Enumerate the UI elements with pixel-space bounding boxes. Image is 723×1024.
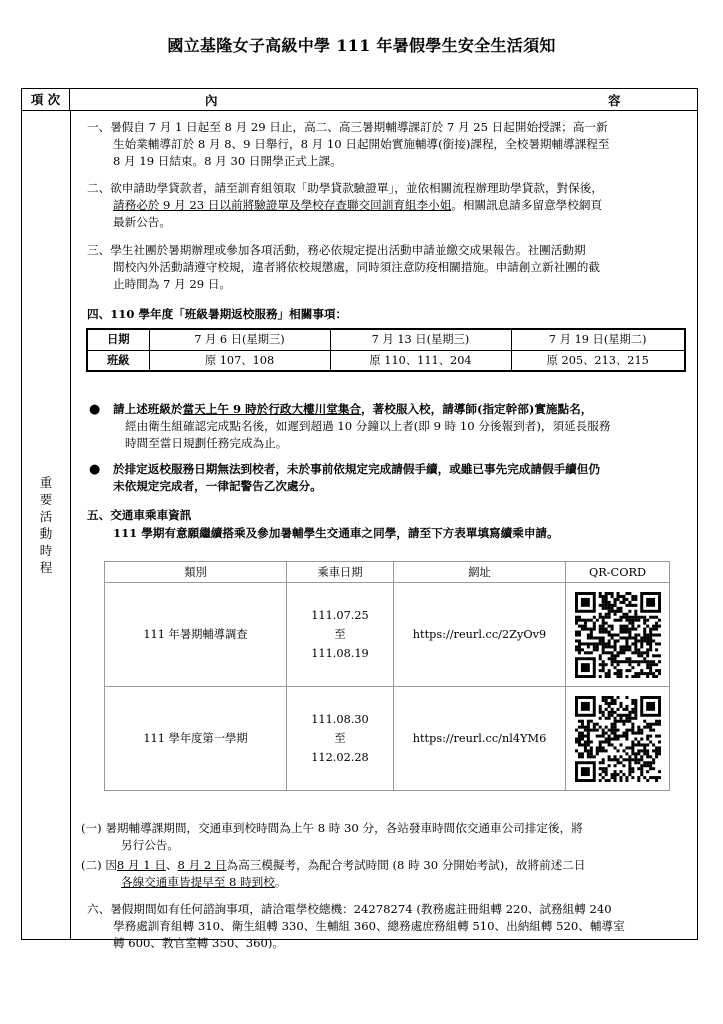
vertical-label: 重 要 活 動 時 程 <box>39 475 53 575</box>
item2-line1: 二、欲申請助學貸款者，請至訓育組領取「助學貸款驗證單」，並依相關流程辦理助學貸款，對保後， <box>87 181 603 195</box>
bus-table <box>104 561 670 791</box>
bullet1-line2: 經由衛生組確認完成點名後，如遲到超過 10 分鐘以上者(即 9 時 10 分後報到者)，須延長服務 <box>125 419 611 433</box>
bus-header-url: 網址 <box>394 562 566 583</box>
item5-desc: 111 學期有意願繼續搭乘及參加暑輔學生交通車之同學，請至下方表單填寫續乘申請。 <box>113 526 559 540</box>
page-title: 國立基隆女子高級中學 111 年暑假學生安全生活須知 <box>167 36 556 55</box>
item6-line3: 轉 600、教官室轉 350、360)。 <box>113 936 285 950</box>
return-service-table <box>86 328 686 372</box>
class-cell: 原 205、213、215 <box>511 350 685 371</box>
bus-url[interactable]: https://reurl.cc/nl4YM6 <box>394 687 566 791</box>
table-row <box>87 350 685 371</box>
bus-category: 111 年暑期輔導調查 <box>105 583 287 687</box>
bus-date: 111.08.30 至 112.02.28 <box>287 687 394 791</box>
note1-line1: (一) 暑期輔導課期間，交通車到校時間為上午 8 時 30 分，各站發車時間依交通車公司排定後，將 <box>81 821 583 835</box>
header-item-no: 項 次 <box>22 89 70 110</box>
bullet-icon: ● <box>89 402 101 417</box>
class-label: 班級 <box>87 350 149 371</box>
bus-header-qr: QR-CORD <box>566 562 670 583</box>
item1-line1: 一、暑假自 7 月 1 日起至 8 月 29 日止，高二、高三暑期輔導課訂於 7 月 25 日起開始授課；高一新 <box>87 120 608 134</box>
item2-line2: 請務必於 9 月 23 日以前將驗證單及學校存查聯交回訓育組李小姐。相關訊息請多留意學校網頁 <box>113 198 603 212</box>
bullet2-line1: 於排定返校服務日期無法到校者，未於事前依規定完成請假手續，或雖已事先完成請假手續但仍 <box>113 462 600 476</box>
item1-line3: 8 月 19 日結束。8 月 30 日開學正式上課。 <box>113 154 342 168</box>
class-cell: 原 107、108 <box>149 350 330 371</box>
bus-header-date: 乘車日期 <box>287 562 394 583</box>
notice-table <box>21 88 698 950</box>
item1-line2: 生始業輔導訂於 8 月 8、9 日舉行，8 月 10 日起開始實施輔導(銜接)課程，全校暑期輔導課程至 <box>113 137 610 151</box>
table-row <box>87 329 685 350</box>
note2-line1: (二) 因8 月 1 日、8 月 2 日為高三模擬考，為配合考試時間 (8 時 30 分開始考試)，故將前述二日 <box>81 858 586 872</box>
date-cell: 7 月 19 日(星期二) <box>511 329 685 350</box>
item3-line2: 間校內外活動請遵守校規，違者將依校規懲處，同時須注意防疫相關措施。申請創立新社團的截 <box>113 260 600 274</box>
item5-heading: 五、交通車乘車資訊 <box>87 508 192 522</box>
item4-heading: 四、110 學年度「班級暑期返校服務」相關事項： <box>87 307 348 321</box>
header-content-1: 內 <box>205 93 218 108</box>
item2-line3: 最新公告。 <box>113 215 171 229</box>
bullet2-line2: 未依規定完成者，一律記警告乙次處分。 <box>113 479 322 493</box>
bullet1-line1: 請上述班級於當天上午 9 時於行政大樓川堂集合，著校服入校，請導師(指定幹部)實施點名， <box>113 402 593 416</box>
note1-line2: 另行公告。 <box>121 838 179 852</box>
bus-header-category: 類別 <box>105 562 287 583</box>
item3-line3: 止時間為 7 月 29 日。 <box>113 277 232 291</box>
qr-code-icon <box>566 687 670 791</box>
bus-date: 111.07.25 至 111.08.19 <box>287 583 394 687</box>
item6-line1: 六、暑假期間如有任何諮詢事項，請洽電學校總機：24278274 (教務處註冊組轉 220、試務組轉 240 <box>87 902 612 916</box>
item6-line2: 學務處訓育組轉 310、衛生組轉 330、生輔組 360、總務處庶務組轉 510、出納組轉 520、輔導室 <box>113 919 625 933</box>
date-cell: 7 月 6 日(星期三) <box>149 329 330 350</box>
bullet1-line3: 時間至當日規劃任務完成為止。 <box>125 436 288 450</box>
qr-code-icon <box>566 583 670 687</box>
class-cell: 原 110、111、204 <box>330 350 511 371</box>
bus-url[interactable]: https://reurl.cc/2ZyOv9 <box>394 583 566 687</box>
item3-line1: 三、學生社團於暑期辦理或參加各項活動，務必依規定提出活動申請並繳交成果報告。社團活動期 <box>87 243 586 257</box>
bus-category: 111 學年度第一學期 <box>105 687 287 791</box>
date-cell: 7 月 13 日(星期三) <box>330 329 511 350</box>
content-column <box>71 111 697 950</box>
note2-line2: 各線交通車皆提早至 8 時到校。 <box>121 875 287 889</box>
table-row <box>105 583 670 687</box>
header-content-2: 容 <box>608 93 621 108</box>
bullet-icon: ● <box>89 462 101 477</box>
date-label: 日期 <box>87 329 149 350</box>
table-header <box>22 89 697 111</box>
table-row <box>105 687 670 791</box>
table-row <box>105 562 670 583</box>
